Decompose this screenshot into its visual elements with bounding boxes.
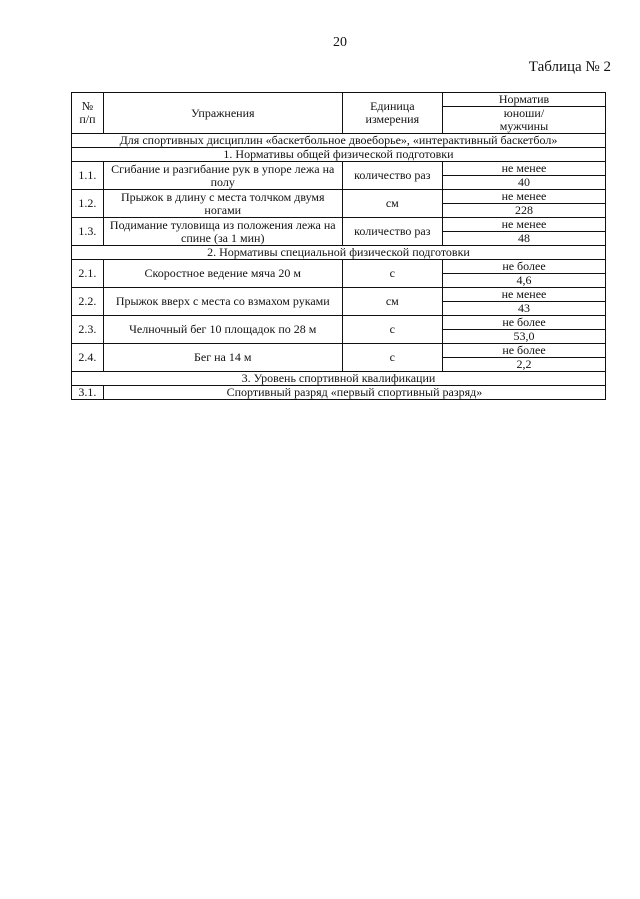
row-exercise: Прыжок вверх с места со взмахом руками — [103, 288, 342, 316]
row-unit: с — [342, 316, 442, 344]
table-row — [72, 260, 606, 274]
row-value: 40 — [442, 176, 605, 190]
row-value: 43 — [442, 302, 605, 316]
page-number: 20 — [333, 35, 347, 50]
disciplines-cell: Для спортивных дисциплин «баскетбольное двоеборье», «интерактивный баскетбол» — [72, 134, 606, 148]
header-unit — [342, 93, 442, 134]
header-norm-group-label: юноши/ мужчины — [499, 106, 549, 133]
norms-table — [71, 92, 606, 400]
header-num — [72, 93, 104, 134]
table-row — [72, 386, 606, 400]
header-unit-label: Единица измерения — [365, 99, 420, 126]
row-unit: с — [342, 260, 442, 288]
table-row — [72, 218, 606, 232]
section-row — [72, 246, 606, 260]
header-norm-group — [442, 107, 605, 134]
row-text: Спортивный разряд «первый спортивный разряд» — [103, 386, 605, 400]
table-row — [72, 344, 606, 358]
row-number: 3.1. — [72, 386, 104, 400]
table-row — [72, 162, 606, 176]
row-condition: не менее — [442, 162, 605, 176]
table-row — [72, 316, 606, 330]
row-number: 2.1. — [72, 260, 104, 288]
row-exercise: Сгибание и разгибание рук в упоре лежа на полу — [103, 162, 342, 190]
row-unit: см — [342, 288, 442, 316]
table-row — [72, 288, 606, 302]
table-row — [72, 190, 606, 204]
row-number: 2.4. — [72, 344, 104, 372]
row-unit: с — [342, 344, 442, 372]
row-value: 228 — [442, 204, 605, 218]
section-title: 3. Уровень спортивной квалификации — [72, 372, 606, 386]
row-number: 1.1. — [72, 162, 104, 190]
header-row — [72, 93, 606, 107]
row-number: 2.3. — [72, 316, 104, 344]
row-unit: количество раз — [342, 218, 442, 246]
section-row — [72, 372, 606, 386]
row-exercise: Скоростное ведение мяча 20 м — [103, 260, 342, 288]
row-number: 1.3. — [72, 218, 104, 246]
disciplines-row — [72, 134, 606, 148]
section-row — [72, 148, 606, 162]
row-exercise: Бег на 14 м — [103, 344, 342, 372]
section-title: 1. Нормативы общей физической подготовки — [72, 148, 606, 162]
row-condition: не более — [442, 260, 605, 274]
row-value: 48 — [442, 232, 605, 246]
row-condition: не более — [442, 316, 605, 330]
table-caption: Таблица № 2 — [528, 59, 611, 75]
row-condition: не менее — [442, 190, 605, 204]
section-title: 2. Нормативы специальной физической подготовки — [72, 246, 606, 260]
row-unit: количество раз — [342, 162, 442, 190]
row-exercise: Челночный бег 10 площадок по 28 м — [103, 316, 342, 344]
row-number: 1.2. — [72, 190, 104, 218]
row-number: 2.2. — [72, 288, 104, 316]
row-value: 4,6 — [442, 274, 605, 288]
row-exercise: Прыжок в длину с места толчком двумя ногами — [103, 190, 342, 218]
row-value: 53,0 — [442, 330, 605, 344]
row-condition: не менее — [442, 288, 605, 302]
header-num-label: № п/п — [79, 99, 96, 126]
row-exercise: Подимание туловища из положения лежа на спине (за 1 мин) — [103, 218, 342, 246]
row-condition: не более — [442, 344, 605, 358]
row-value: 2,2 — [442, 358, 605, 372]
row-condition: не менее — [442, 218, 605, 232]
header-exercise: Упражнения — [103, 93, 342, 134]
row-unit: см — [342, 190, 442, 218]
header-norm: Норматив — [442, 93, 605, 107]
